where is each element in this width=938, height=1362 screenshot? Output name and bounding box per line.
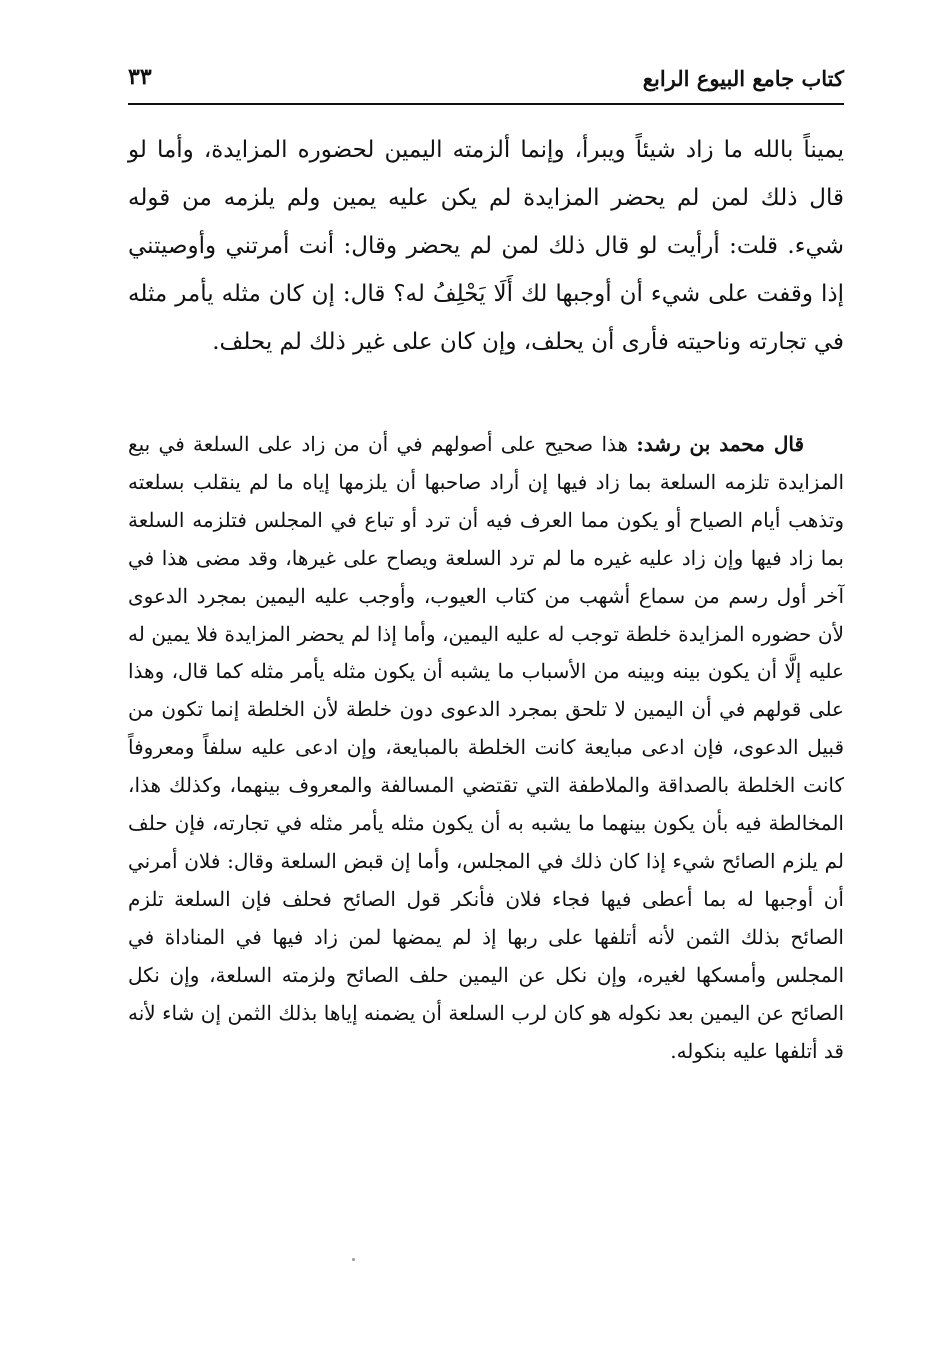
- running-header: [128, 62, 844, 102]
- page-number: ٣٣: [128, 64, 152, 90]
- question-paragraph: [128, 126, 844, 366]
- commentary-text: هذا صحيح على أصولهم في أن من زاد على السلعة في بيع المزايدة تلزمه السلعة بما زاد فيها إن أراد صاحبها أن يلزمها إياه ما لم ينقلب بسلعته وتذهب أيام الصياح أو يكون مما العرف فيه أن ترد أو تباع في المجلس فتلزمه السلعة بما زاد فيها وإن زاد عليه غيره ما لم ترد السلعة ويصاح على غيرها، وقد مضى هذا في آخر أول رسم من سماع أشهب من كتاب العيوب، وأوجب عليه اليمين بمجرد الدعوى لأن حضوره المزايدة خلطة توجب له عليه اليمين، وأما إذا لم يحضر المزايدة فلا يمين له عليه إلَّا أن يكون بينه وبينه من الأسباب ما يشبه أن يكون مثله يأمر مثله كما قال، وهذا على قولهم في أن اليمين لا تلحق بمجرد الدعوى دون خلطة لأن الخلطة إنما تكون من قبيل الدعوى، فإن ادعى مبايعة كانت الخلطة بالمبايعة، وإن ادعى عليه سلفاً ومعروفاً كانت الخلطة بالصداقة والملاطفة التي تقتضي المسالفة والمعروف بينهما، وكذلك هذا، المخالطة فيه بأن يكون بينهما ما يشبه به أن يكون مثله يأمر مثله في تجارته، فإن حلف لم يلزم الصائح شيء إذا كان ذلك في المجلس، وأما إن قبض السلعة وقال: فلان أمرني أن أوجبها له بما أعطى فيها فجاء فلان فأنكر قول الصائح فحلف فإن السلعة تلزم الصائح بذلك الثمن لأنه أتلفها على ربها إذ لم يمضها لمن زاد فيها في المناداة في المجلس وأمسكها لغيره، وإن نكل عن اليمين حلف الصائح ولزمته السلعة، وإن نكل الصائح عن اليمين بعد نكوله هو كان لرب السلعة أن يضمنه إياها بذلك الثمن إن شاء لأنه قد أتلفها عليه بنكوله.: [128, 432, 845, 1063]
- commentary-speaker: قال محمد بن رشد:: [636, 432, 804, 456]
- header-rule: [128, 103, 844, 105]
- header-title: كتاب جامع البيوع الرابع: [642, 66, 844, 91]
- question-text: يميناً بالله ما زاد شيئاً ويبرأ، وإنما ألزمته اليمين لحضوره المزايدة، وأما لو قال ذلك لمن لم يحضر المزايدة لم يكن عليه يمين ولم يلزمه من قوله شيء. قلت: أرأيت لو قال ذلك لمن لم يحضر وقال: أنت أمرتني وأوصيتني إذا وقفت على شيء أن أوجبها لك أَلَا يَحْلِفُ له؟ قال: إن كان مثله يأمر مثله في تجارته وناحيته فأرى أن يحلف، وإن كان على غير ذلك لم يحلف.: [128, 137, 844, 355]
- scan-speck: [352, 1258, 355, 1261]
- commentary-body: [128, 426, 844, 1070]
- commentary-paragraph: [128, 426, 844, 1070]
